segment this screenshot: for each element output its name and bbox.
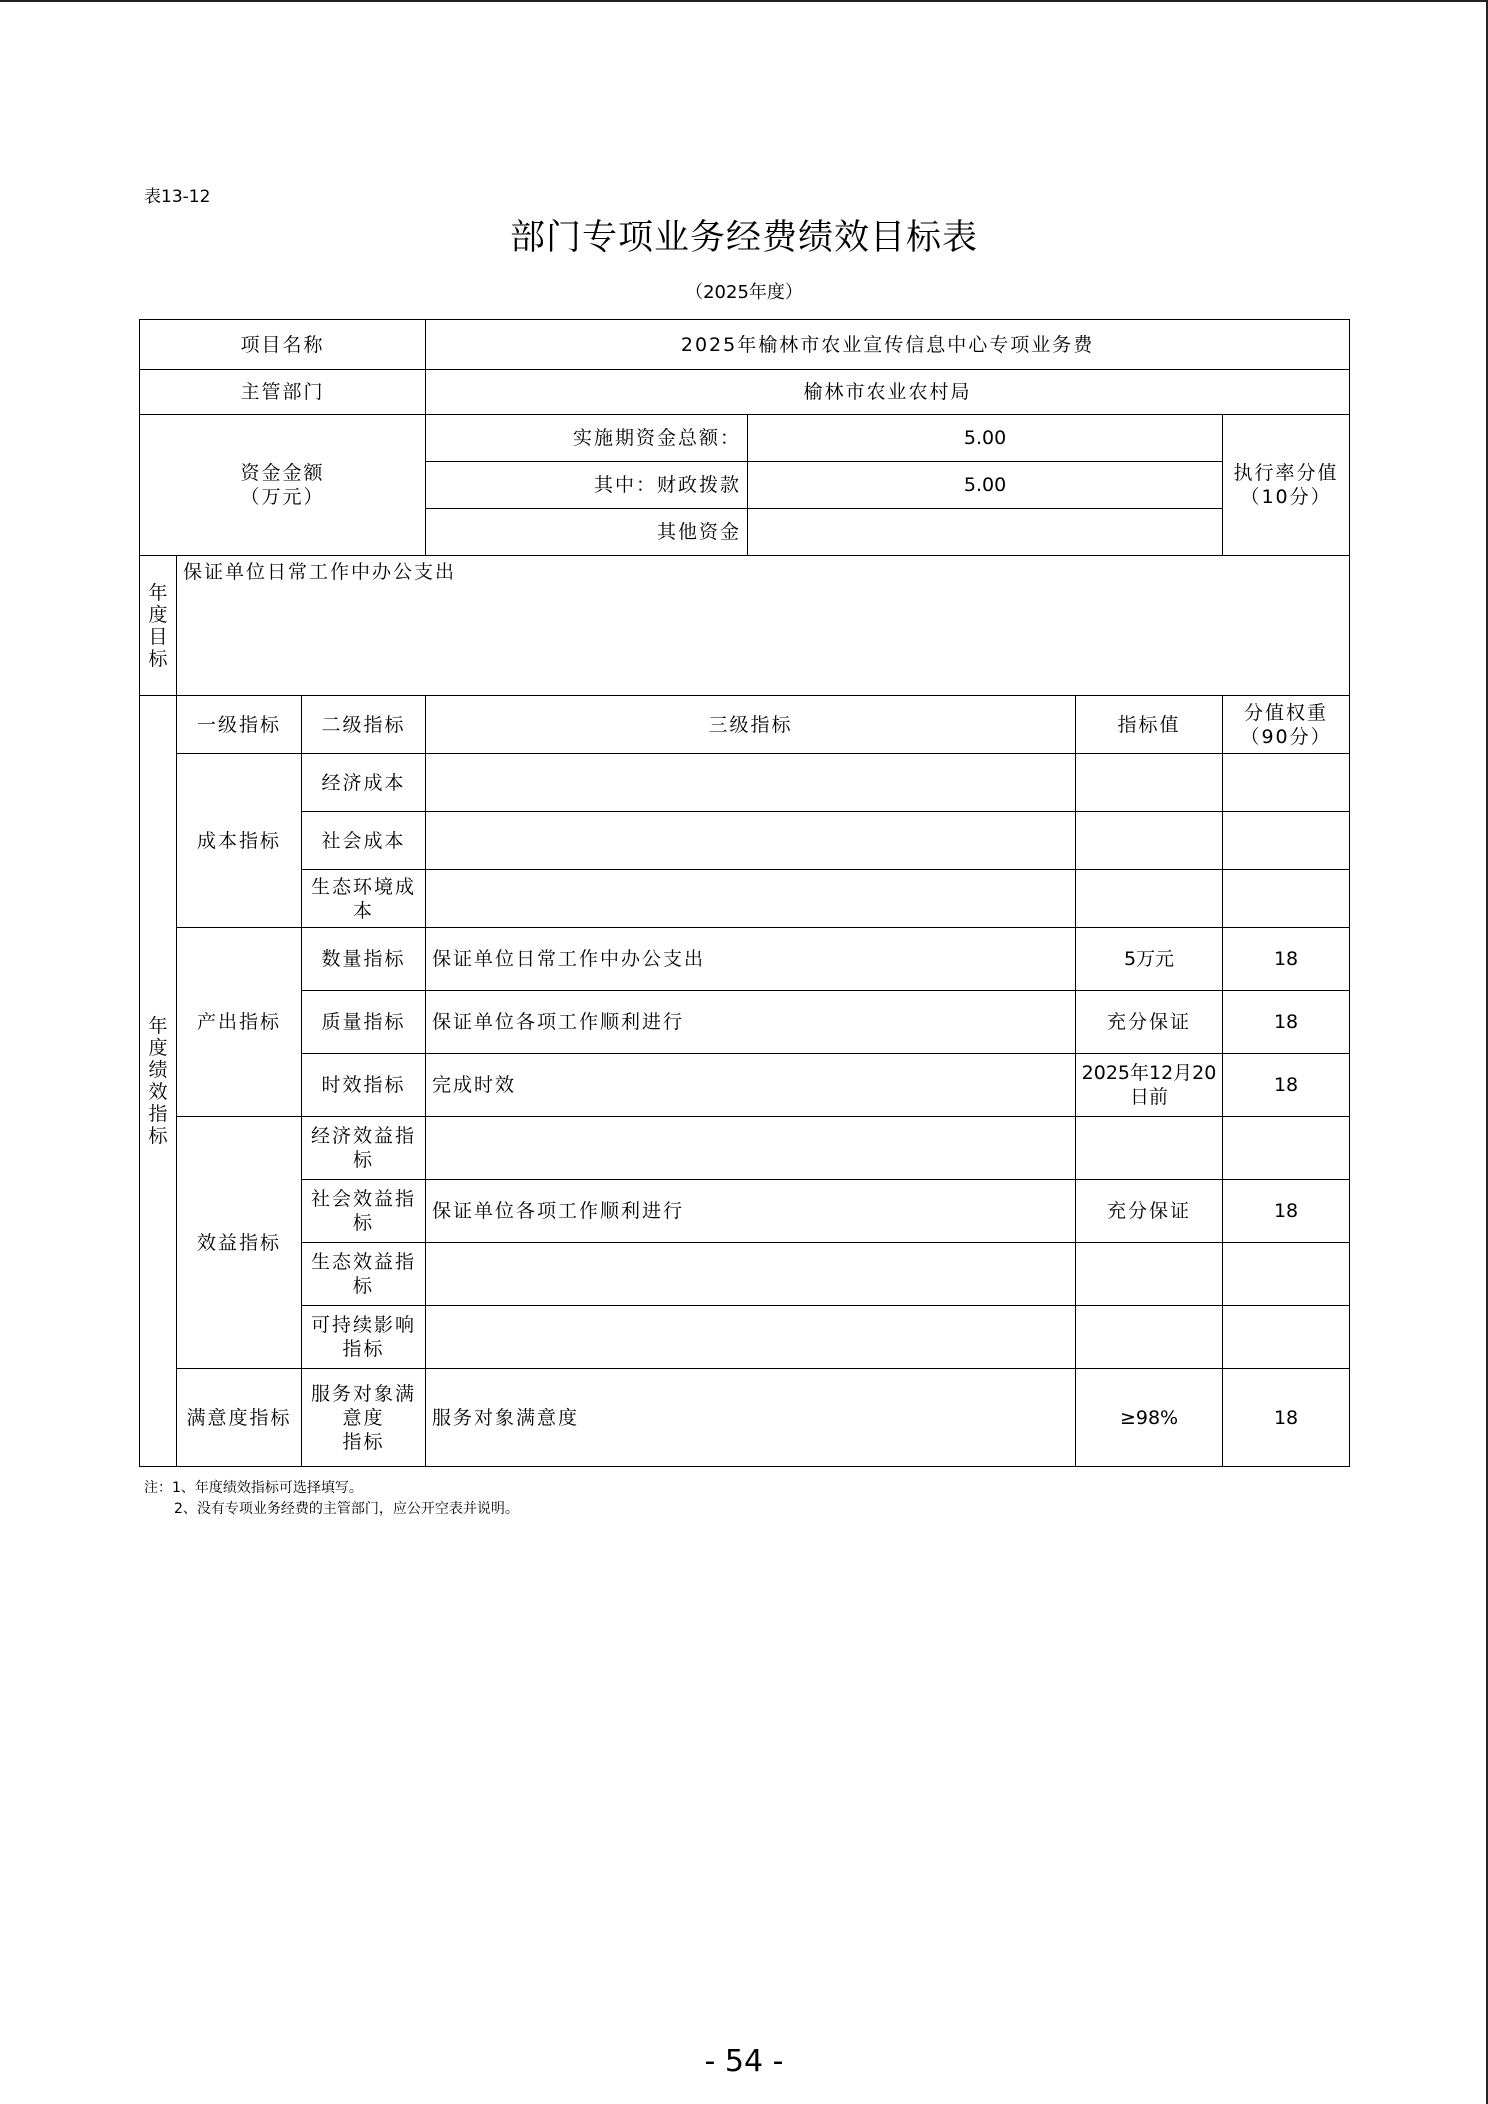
page-title: 部门专项业务经费绩效目标表 [509, 218, 978, 258]
value-line: 日前 [1130, 1086, 1169, 1108]
execution-rate-score [1223, 415, 1350, 556]
level2-line: 本 [353, 899, 375, 922]
output-indicator-label: 产出指标 [177, 928, 302, 1117]
level2-line: 标 [353, 1212, 375, 1234]
vertical-char: 年 [148, 581, 168, 604]
footnotes [144, 1478, 519, 1520]
vertical-char: 效 [148, 1081, 168, 1103]
value-cell: 5万元 [1076, 928, 1223, 991]
table-row [140, 812, 1350, 870]
table-row [140, 928, 1350, 991]
department-value: 榆林市农业农村局 [426, 370, 1350, 415]
department-row [140, 370, 1350, 415]
level3-cell [426, 1306, 1076, 1369]
table-row [140, 1117, 1350, 1180]
weight-cell: 18 [1223, 1369, 1350, 1467]
vertical-char: 目 [148, 625, 168, 648]
level2-cell [302, 870, 426, 928]
fund-amount-label [140, 415, 426, 556]
fund-total-label: 实施期资金总额： [426, 415, 748, 462]
satisfaction-indicator-label: 满意度指标 [177, 1369, 302, 1467]
value-cell [1076, 870, 1223, 928]
level3-cell [426, 1117, 1076, 1180]
fund-fiscal-label: 其中：财政拨款 [426, 462, 748, 509]
footnote-line: 2、没有专项业务经费的主管部门，应公开空表并说明。 [174, 1501, 519, 1517]
benefit-indicator-label: 效益指标 [177, 1117, 302, 1369]
vertical-char: 绩 [148, 1059, 168, 1081]
level2-line: 指标 [342, 1338, 385, 1360]
level3-cell: 保证单位各项工作顺利进行 [426, 991, 1076, 1054]
fund-total-value: 5.00 [748, 415, 1223, 462]
level2-line: 社会效益指 [311, 1188, 417, 1210]
footnote-line: 注：1、年度绩效指标可选择填写。 [144, 1480, 363, 1496]
year-subtitle: （2025年度） [685, 282, 803, 303]
table-row [140, 1369, 1350, 1467]
header-weight-line2: （90分） [1240, 725, 1332, 748]
table-row [140, 1054, 1350, 1117]
level2-line: 生态环境成 [311, 875, 417, 898]
indicator-header-row [140, 696, 1350, 754]
level3-cell [426, 870, 1076, 928]
value-cell [1076, 1243, 1223, 1306]
department-label: 主管部门 [140, 370, 426, 415]
fund-other-label: 其他资金 [426, 509, 748, 556]
fund-other-value [748, 509, 1223, 556]
cost-indicator-label: 成本指标 [177, 754, 302, 928]
header-value: 指标值 [1076, 696, 1223, 754]
level2-cell: 时效指标 [302, 1054, 426, 1117]
project-name-label: 项目名称 [140, 320, 426, 370]
vertical-char: 标 [148, 1125, 168, 1147]
weight-cell [1223, 1243, 1350, 1306]
header-level2: 二级指标 [302, 696, 426, 754]
level2-line: 服务对象满 [311, 1382, 417, 1405]
level3-cell: 保证单位各项工作顺利进行 [426, 1180, 1076, 1243]
annual-goal-row [140, 556, 1350, 696]
value-cell [1076, 1117, 1223, 1180]
fund-amount-label-line2: （万元） [240, 486, 325, 508]
indicator-side-label [140, 696, 177, 1467]
level3-cell: 完成时效 [426, 1054, 1076, 1117]
table-row [140, 1243, 1350, 1306]
table-row [140, 991, 1350, 1054]
weight-cell [1223, 870, 1350, 928]
level3-cell [426, 754, 1076, 812]
weight-cell: 18 [1223, 928, 1350, 991]
weight-cell: 18 [1223, 991, 1350, 1054]
level3-cell [426, 812, 1076, 870]
table-row [140, 754, 1350, 812]
level2-cell [302, 1306, 426, 1369]
weight-cell [1223, 754, 1350, 812]
level2-cell: 数量指标 [302, 928, 426, 991]
level2-cell [302, 1369, 426, 1467]
level2-line: 意度 [342, 1406, 385, 1429]
header-weight [1223, 696, 1350, 754]
level2-line: 指标 [342, 1430, 385, 1453]
header-level3: 三级指标 [426, 696, 1076, 754]
value-cell: 充分保证 [1076, 991, 1223, 1054]
vertical-char: 标 [148, 647, 168, 670]
table-row [140, 870, 1350, 928]
weight-cell: 18 [1223, 1180, 1350, 1243]
header-level1: 一级指标 [177, 696, 302, 754]
execution-rate-line1: 执行率分值 [1233, 462, 1339, 484]
level2-cell: 社会成本 [302, 812, 426, 870]
header-weight-line1: 分值权重 [1244, 701, 1329, 724]
weight-cell [1223, 812, 1350, 870]
fund-fiscal-value: 5.00 [748, 462, 1223, 509]
project-name-row [140, 320, 1350, 370]
value-cell [1076, 1306, 1223, 1369]
level2-line: 可持续影响 [311, 1314, 417, 1336]
top-border-line [0, 0, 1488, 2]
vertical-char: 年 [148, 1015, 168, 1037]
level2-cell [302, 1243, 426, 1306]
value-cell [1076, 812, 1223, 870]
value-cell: ≥98% [1076, 1369, 1223, 1467]
weight-cell [1223, 1306, 1350, 1369]
level2-cell: 经济成本 [302, 754, 426, 812]
fund-total-row [140, 415, 1350, 462]
fund-amount-label-line1: 资金金额 [240, 462, 325, 484]
weight-cell: 18 [1223, 1054, 1350, 1117]
weight-cell [1223, 1117, 1350, 1180]
level2-line: 经济效益指 [311, 1125, 417, 1147]
level3-cell: 服务对象满意度 [426, 1369, 1076, 1467]
page-number: - 54 - [704, 2044, 784, 2079]
level3-cell [426, 1243, 1076, 1306]
level2-line: 标 [353, 1275, 375, 1297]
level2-line: 生态效益指 [311, 1251, 417, 1273]
level2-line: 标 [353, 1149, 375, 1171]
vertical-char: 指 [148, 1103, 168, 1125]
vertical-char: 度 [148, 603, 168, 626]
level3-cell: 保证单位日常工作中办公支出 [426, 928, 1076, 991]
performance-target-table [139, 319, 1350, 1467]
annual-goal-label [140, 556, 177, 696]
table-number: 表13-12 [144, 187, 211, 207]
table-row [140, 1306, 1350, 1369]
value-cell: 充分保证 [1076, 1180, 1223, 1243]
value-cell [1076, 1054, 1223, 1117]
value-cell [1076, 754, 1223, 812]
level2-cell [302, 1180, 426, 1243]
vertical-char: 度 [148, 1037, 168, 1059]
table-row [140, 1180, 1350, 1243]
level2-cell [302, 1117, 426, 1180]
level2-cell: 质量指标 [302, 991, 426, 1054]
value-line: 2025年12月20 [1081, 1062, 1217, 1084]
project-name-value: 2025年榆林市农业宣传信息中心专项业务费 [426, 320, 1350, 370]
annual-goal-text: 保证单位日常工作中办公支出 [177, 556, 1350, 696]
execution-rate-line2: （10分） [1240, 486, 1332, 508]
